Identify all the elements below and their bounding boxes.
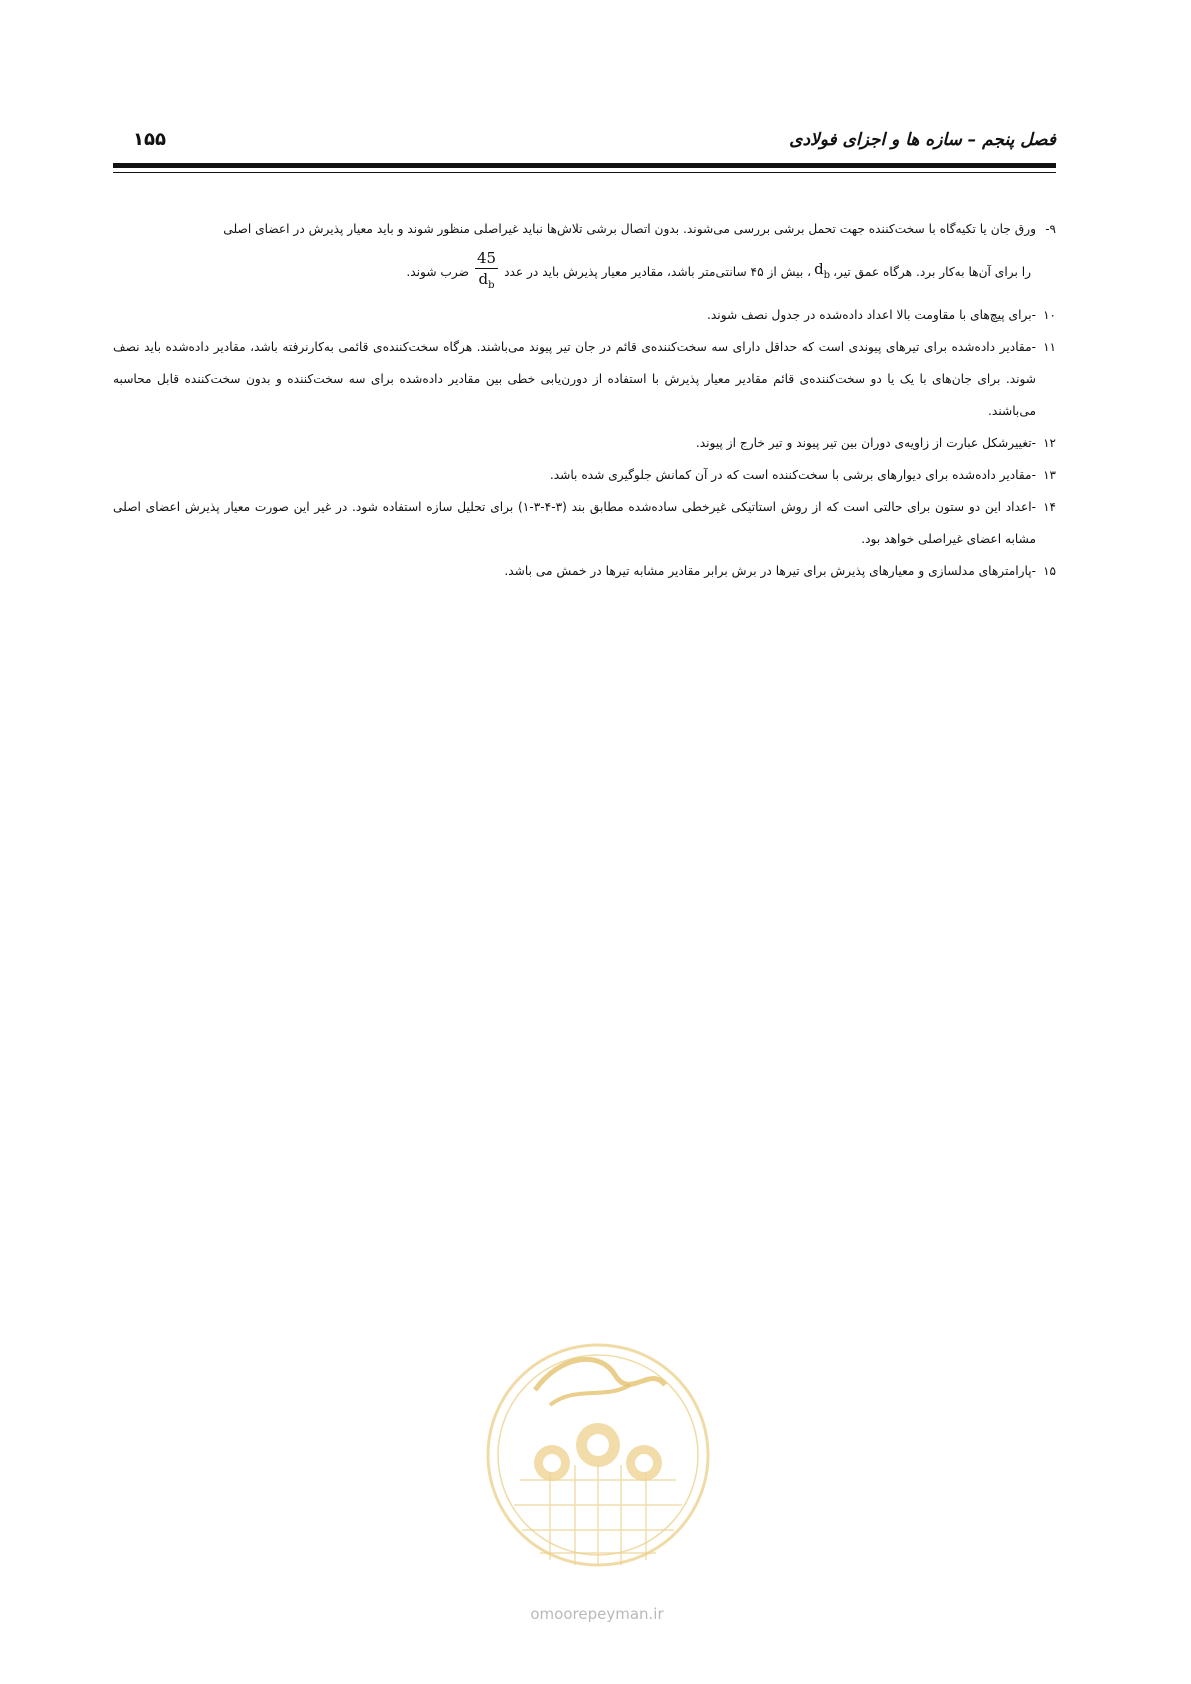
footnote-number: ۱۲ xyxy=(1043,436,1056,450)
footnote-text: -اعداد این دو ستون برای حالتی است که از روش استاتیکی غیرخطی ساده‌شده مطابق بند (۳-۴-۳-۱) برای تحلیل سازه استفاده شود. در غیر این صورت معیار پذیرش اعضای اصلی مشابه اعضای غیراصلی خواهد بود. xyxy=(113,500,1037,546)
footnote-number: ۹- xyxy=(1045,222,1056,236)
footnote-15 xyxy=(113,555,1056,587)
watermark-site: omoorepeyman.ir xyxy=(530,1605,664,1623)
footnote-number: ۱۱ xyxy=(1043,340,1056,354)
footnote-number: ۱۵ xyxy=(1043,564,1056,578)
beam-depth-symbol: $d_b$ xyxy=(814,259,831,281)
footnote-text: ، بیش از ۴۵ سانتی‌متر باشد، مقادیر معیار پذیرش باید در عدد xyxy=(504,265,812,279)
footnote-13 xyxy=(113,459,1056,491)
footnote-14 xyxy=(113,491,1056,555)
footnote-text: -تغییرشکل عبارت از زاویه‌ی دوران بین تیر پیوند و تیر خارج از پیوند. xyxy=(695,436,1036,450)
fraction-numerator: 45 xyxy=(476,249,497,267)
fraction-denominator: $d_b$ xyxy=(478,270,495,291)
footnote-text: -پارامترهای مدلسازی و معیارهای پذیرش برای تیرها در برش برابر مقادیر مشابه تیرها در خمش می باشد. xyxy=(504,564,1036,578)
footnote-formula-line xyxy=(113,245,1036,299)
chapter-title: فصل پنجم – سازه ها و اجزای فولادی xyxy=(789,130,1056,150)
footnote-number: ۱۰ xyxy=(1043,308,1056,322)
footnote-10 xyxy=(113,299,1056,331)
header-rule-thick xyxy=(113,163,1056,168)
footnote-9 xyxy=(113,213,1056,299)
footnote-number: ۱۴ xyxy=(1043,500,1056,514)
footnote-text: را برای آن‌ها به‌کار برد. هرگاه عمق تیر، xyxy=(833,265,1031,279)
page-number: ۱۵۵ xyxy=(133,129,166,150)
footnote-11 xyxy=(113,331,1056,427)
footnote-text: ضرب شوند. xyxy=(406,265,469,279)
footnote-text: -برای پیچ‌های با مقاومت بالا اعداد داده‌شده در جدول نصف شوند. xyxy=(707,308,1036,322)
footnote-text: -مقادیر داده‌شده برای تیرهای پیوندی است که حداقل دارای سه سخت‌کننده‌ی قائم در جان تیر پیوند می‌باشند. هرگاه سخت‌کننده‌ی قائمی به‌کارنرفته باشد، مقادیر داده‌شده باید نصف شوند. برای جان‌های با یک یا دو سخت‌کننده‌ی قائم مقادیر معیار پذیرش با استفاده از دورن‌یابی خطی بین مقادیر داده‌شده برای سه سخت‌کننده و بدون سخت‌کننده قابل محاسبه می‌باشند. xyxy=(113,340,1036,418)
header-rule-thin xyxy=(113,172,1056,173)
fraction-45-over-db xyxy=(475,249,498,295)
footnotes xyxy=(113,213,1056,587)
footnote-12 xyxy=(113,427,1056,459)
footnote-text: ورق جان یا تکیه‌گاه با سخت‌کننده جهت تحمل برشی بررسی می‌شوند. بدون اتصال برشی تلاش‌ها نباید غیراصلی منظور شوند و باید معیار پذیرش در اعضای اصلی xyxy=(223,222,1036,236)
footnote-text: -مقادیر داده‌شده برای دیوارهای برشی با سخت‌کننده است که در آن کمانش جلوگیری شده باشد. xyxy=(549,468,1036,482)
watermark-logo xyxy=(480,1305,716,1605)
footnote-number: ۱۳ xyxy=(1043,468,1056,482)
